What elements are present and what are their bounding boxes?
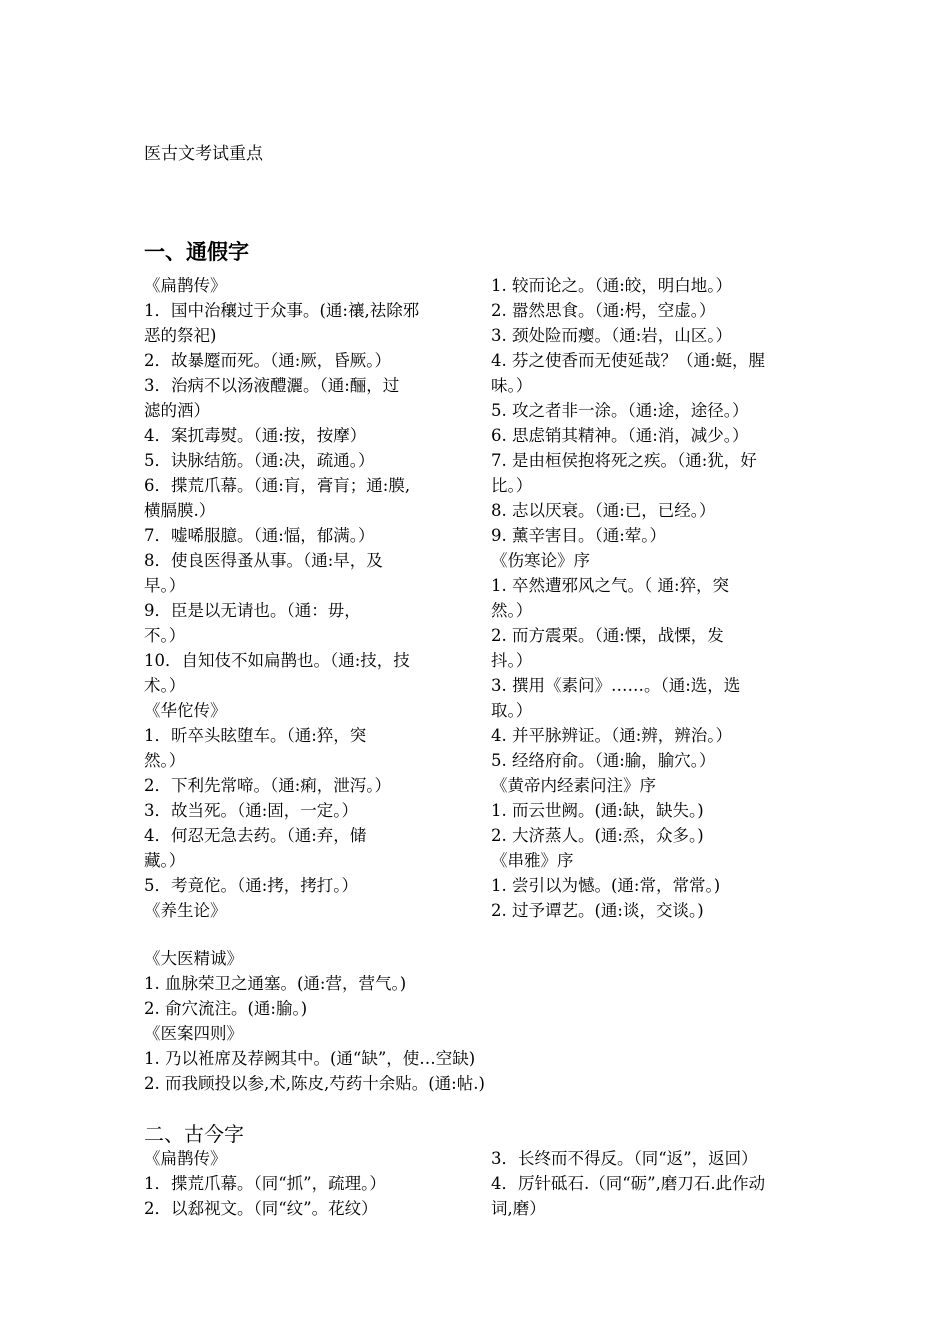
text-line: 《养生论》 [144,901,227,920]
text-line: 滤的酒） [144,401,210,420]
text-line: 5．考竟佗。（通:拷，拷打。） [144,876,359,895]
text-line: 1. 尝引以为憾。(通:常，常常。) [491,876,721,895]
text-line: 6．揲荒爪幕。（通:肓，膏肓；通:膜, [144,476,411,495]
text-line: 1. 卒然遭邪风之气。（ 通:猝，突 [491,576,730,595]
text-line: 9．臣是以无请也。（通：毋， [144,601,361,620]
text-line: 抖。） [491,651,533,670]
text-line: 《扁鹊传》 [144,276,227,295]
text-line: 《黄帝内经素问注》序 [491,776,656,795]
text-line: 然。） [144,751,186,770]
text-line: 2. 大济蒸人。(通:烝，众多。) [491,826,704,845]
text-line: 4. 芬之使香而无使延哉？（通:蜓，腥 [491,351,766,370]
text-line: 4．案扤毒熨。（通:按，按摩） [144,426,367,445]
text-line: 3．治病不以汤液醴灑。（通:酾，过 [144,376,400,395]
text-line: 5. 攻之者非一涂。（通:途，途径。） [491,401,749,420]
text-line: 《医案四则》 [144,1024,243,1043]
text-line: 2. 俞穴流注。(通:腧。) [144,999,308,1018]
text-line: 《扁鹊传》 [144,1149,227,1168]
text-line: 1. 乃以袵席及荐阙其中。(通“缺”，使…空缺) [144,1049,476,1068]
text-line: 取。） [491,701,533,720]
text-line: 《串雅》序 [491,851,574,870]
page-title: 医古文考试重点 [144,144,263,164]
text-line: 1. 较而论之。（通:皎，明白地。） [491,276,733,295]
text-line: 横膈膜.） [144,501,216,520]
text-line: 《华佗传》 [144,701,227,720]
text-line: 3．长终而不得反。（同“返”，返回） [491,1149,758,1168]
text-line: 8. 志以厌衰。（通:已，已经。） [491,501,716,520]
text-line: 10．自知伎不如扁鹊也。（通:技，技 [144,651,410,670]
text-line: 4．厉针砥石.（同“砺”,磨刀石.此作动 [491,1174,766,1193]
text-line: 1．昕卒头眩堕车。（通:猝，突 [144,726,367,745]
section1-right-column [491,273,811,923]
text-line: 2．下利先常啼。（通:痢，泄泻。） [144,776,392,795]
text-line: 《伤寒论》序 [491,551,590,570]
text-line: 恶的祭祀) [144,326,217,345]
text-line: 9. 薰辛害目。（通:荤。） [491,526,667,545]
text-line: 然。） [491,601,533,620]
text-line: 1．国中治穰过于众事。(通:禳,祛除邪 [144,301,420,320]
text-line: 术。） [144,676,186,695]
text-line: 7. 是由桓侯抱将死之疾。（通:犹，好 [491,451,757,470]
text-line: 4．何忍无急去药。（通:弃，储 [144,826,367,845]
text-line: 6. 思虑销其精神。（通:消，减少。） [491,426,749,445]
text-line: 7．嘘唏服臆。（通:愊，郁满。） [144,526,375,545]
text-line: 1. 而云世阙。(通:缺，缺失。) [491,801,704,820]
text-line: 4. 并平脉辨证。（通:辨，辨治。） [491,726,733,745]
section-heading-gujinzi: 二、古今字 [144,1122,244,1146]
text-line: 1．揲荒爪幕。（同“抓”，疏理。） [144,1174,386,1193]
text-line: 8．使良医得蚤从事。（通:早，及 [144,551,383,570]
text-line: 比。） [491,476,533,495]
section2-right-column [491,1146,811,1221]
text-line: 不。） [144,626,186,645]
text-line: 5．诀脉结筋。（通:决，疏通。） [144,451,375,470]
section1-bottom-block [144,946,784,1096]
text-line: 2. 过予谭艺。(通:谈，交谈。) [491,901,704,920]
text-line: 词,磨） [491,1199,546,1218]
text-line: 《大医精诚》 [144,949,243,968]
text-line: 3. 撰用《素问》……。（通:选，选 [491,676,741,695]
text-line: 2. 嚣然思食。（通:枵，空虚。） [491,301,716,320]
text-line: 1. 血脉荣卫之通塞。(通:营，营气。) [144,974,407,993]
text-line: 味。） [491,376,533,395]
text-line: 5. 经络府俞。（通:腧，腧穴。） [491,751,716,770]
text-line: 2．故暴蹷而死。（通:厥，昏厥。） [144,351,392,370]
text-line: 3．故当死。（通:固，一定。） [144,801,359,820]
section2-left-column [144,1146,464,1221]
section-heading-tongjiazi: 一、通假字 [144,240,249,264]
text-line: 2. 而方震栗。（通:慄，战慄，发 [491,626,724,645]
text-line: 2. 而我顾投以参,术,陈皮,芍药十余贴。(通:帖.) [144,1074,485,1093]
text-line: 2．以郄视文。（同“纹”。花纹） [144,1199,378,1218]
text-line: 早。） [144,576,186,595]
text-line: 3. 颈处险而瘿。（通:岩，山区。） [491,326,733,345]
section1-left-column [144,273,464,923]
text-line: 藏。） [144,851,186,870]
